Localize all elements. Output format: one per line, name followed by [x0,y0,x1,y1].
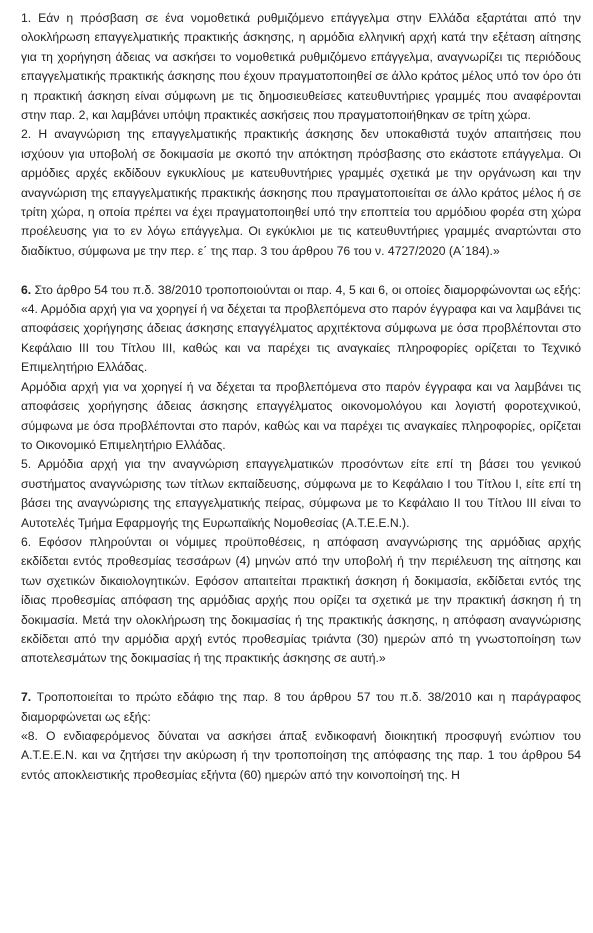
article-6-number: 6. [21,282,32,297]
paragraph-gap [21,669,581,688]
paragraph-1: 1. Εάν η πρόσβαση σε ένα νομοθετικά ρυθμιζόμενο επάγγελμα στην Ελλάδα εξαρτάται από την ολοκλήρωση επαγγελματικής πρακτικής άσκησης, η αρμόδια ελληνική αρχή κατά την εξέταση αίτησης για τη χορήγηση άδειας να ασκήσει το νομοθετικά ρυθμιζόμενο επάγγελμα, αναγνωρίζει τις περιόδους επαγγελματικής πρακτικής άσκησης που έχουν πραγματοποιηθεί σε άλλο κράτος μέλος υπό τον όρο ότι η πρακτική άσκηση είναι σύμφωνη με τις δημοσιευθείσες κατευθυντήριες γραμμές που αναφέρονται στην παρ. 2, και λαμβάνει υπόψη πρακτικές ασκήσεις που πραγματοποιήθηκαν σε τρίτη χώρα. [21,11,581,123]
article-6-paragraph-4: «4. Αρμόδια αρχή για να χορηγεί ή να δέχεται τα προβλεπόμενα στο παρόν έγγραφα και να λαμβάνει τις αποφάσεις χορήγησης άδειας άσκησης επαγγέλματος αρχιτέκτονα σύμφωνα με όσα προβλέπονται στο Κεφάλαιο ΙΙΙ του Τίτλου ΙΙΙ, καθώς και να παρέχει τις αναγκαίες πληροφορίες ορίζεται το Τεχνικό Επιμελητήριο Ελλάδας. [21,302,581,375]
paragraph-2: 2. Η αναγνώριση της επαγγελματικής πρακτικής άσκησης δεν υποκαθιστά τυχόν απαιτήσεις που ισχύουν για υποβολή σε δοκιμασία με σκοπό την απόκτηση πρόσβασης στο εκάστοτε επάγγελμα. Οι αρμόδιες αρχές εκδίδουν εγκυκλίους με κατευθυντήριες γραμμές σχετικά με την οργάνωση και την αναγνώριση της επαγγελματικής πρακτικής άσκησης που πραγματοποιείται σε άλλο κράτος μέλος ή σε τρίτη χώρα, η οποία πρέπει να έχει πραγματοποιηθεί υπό την εποπτεία του αρμόδιου φορέα στη χώρα προέλευσης για το εν λόγω επάγγελμα. Οι εγκύκλιοι με τις κατευθυντήριες γραμμές αναρτώνται στο διαδίκτυο, σύμφωνα με την περ. ε΄ της παρ. 3 του άρθρου 76 του ν. 4727/2020 (Α΄184).» [21,127,581,258]
article-6-intro [21,281,581,300]
article-6-paragraph-4b: Αρμόδια αρχή για να χορηγεί ή να δέχεται τα προβλεπόμενα στο παρόν έγγραφα και να λαμβάνει τις αποφάσεις χορήγησης άδειας άσκησης επαγγέλματος οικονομολόγου και λογιστή φοροτεχνικού, σύμφωνα με όσα προβλέπονται στο παρόν, καθώς και να παρέχει τις αναγκαίες πληροφορίες, ορίζεται το Οικονομικό Επιμελητήριο Ελλάδας. [21,379,581,452]
article-6-paragraph-6: 6. Εφόσον πληρούνται οι νόμιμες προϋποθέσεις, η απόφαση αναγνώρισης της αρμόδιας αρχής εκδίδεται εντός προθεσμίας τεσσάρων (4) μηνών από την υποβολή ή την περιέλευση της αίτησης και των σχετικών δικαιολογητικών. Εφόσον απαιτείται πρακτική άσκηση ή δοκιμασία, εκδίδεται εντός της ίδιας προθεσμίας απόφαση της αρμόδιας αρχής που ορίζει τα σχετικά με την πρακτική άσκηση ή τη δοκιμασία. Μετά την ολοκλήρωση της δοκιμασίας ή της πρακτικής άσκησης, η απόφαση αναγνώρισης εκδίδεται από την αρμόδια αρχή εντός προθεσμίας τριάντα (30) ημερών από τη γνωστοποίηση των αποτελεσμάτων της δοκιμασίας ή της πρακτικής άσκησης σε αυτή.» [21,534,581,666]
article-6-intro-text: Στο άρθρο 54 του π.δ. 38/2010 τροποποιούνται οι παρ. 4, 5 και 6, οι οποίες διαμορφώνονται ως εξής: [34,282,581,297]
article-7-paragraph-8: «8. Ο ενδιαφερόμενος δύναται να ασκήσει άπαξ ενδικοφανή διοικητική προσφυγή ενώπιον του Α.Τ.Ε.Ε.Ν. και να ζητήσει την ακύρωση ή την τροποποίηση της απόφασης της παρ. 1 του άρθρου 54 εντός αποκλειστικής προθεσμίας εξήντα (60) ημερών από την κοινοποίησή της. Η [21,729,581,782]
article-7-number: 7. [21,690,32,705]
paragraph-gap [21,261,581,280]
article-6-paragraph-5: 5. Αρμόδια αρχή για την αναγνώριση επαγγελματικών προσόντων είτε επί τη βάσει του γενικού συστήματος αναγνώρισης των τίτλων εκπαίδευσης, σύμφωνα με το Κεφάλαιο Ι του Τίτλου Ι, είτε επί τη βάσει της αναγνώρισης της επαγγελματικής πείρας, σύμφωνα με το Κεφάλαιο ΙΙ του Τίτλου ΙΙΙ είναι το Αυτοτελές Τμήμα Εφαρμογής της Ευρωπαϊκής Νομοθεσίας (Α.Τ.Ε.Ε.Ν.). [21,457,581,530]
article-7-intro-text: Τροποποιείται το πρώτο εδάφιο της παρ. 8 του άρθρου 57 του π.δ. 38/2010 και η παράγραφος διαμορφώνεται ως εξής: [21,690,581,724]
article-7-intro [21,688,581,727]
